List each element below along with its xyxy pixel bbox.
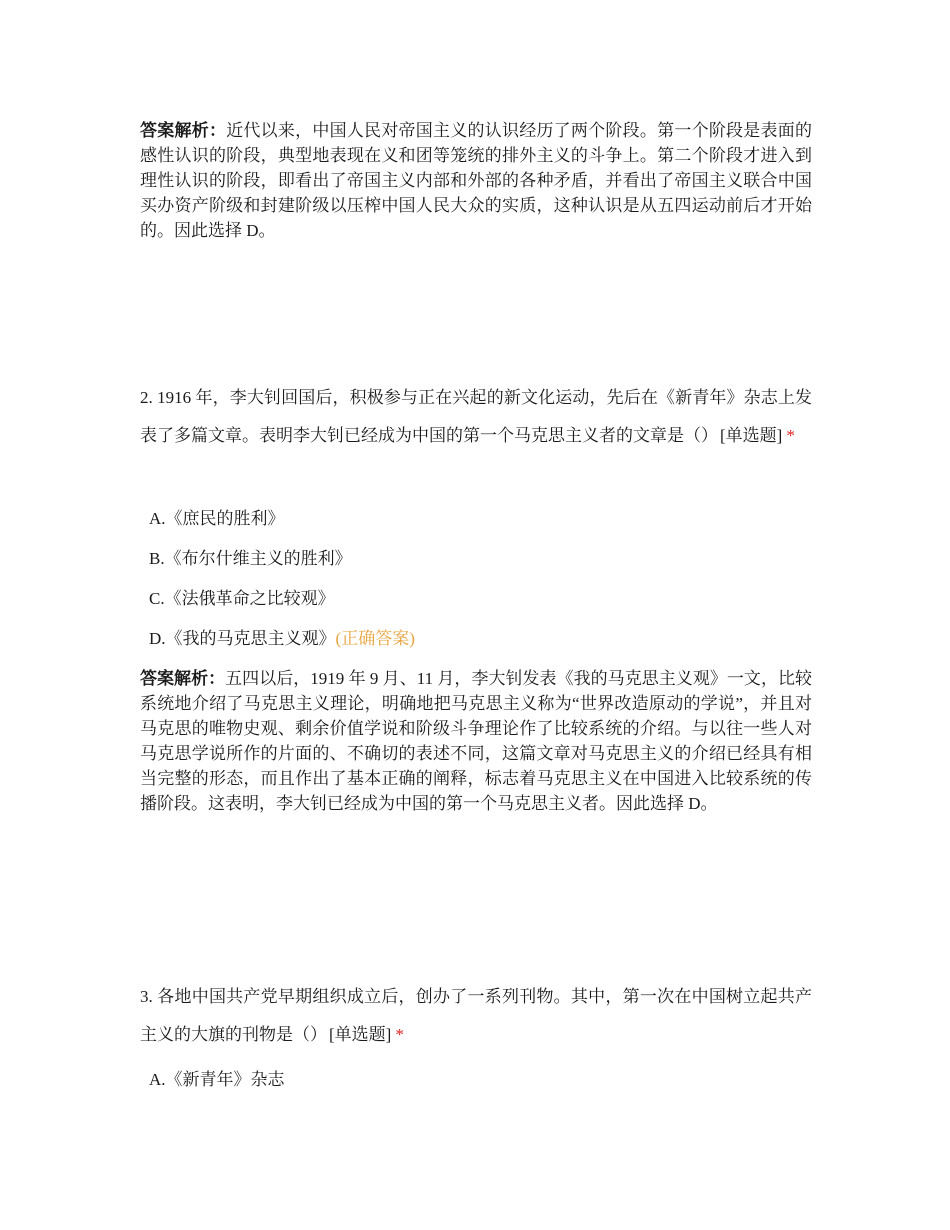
required-marker: * — [786, 426, 795, 445]
option-label: A.《新青年》杂志 — [149, 1070, 285, 1089]
option-b[interactable] — [140, 539, 812, 579]
question-2-stem — [140, 379, 812, 455]
option-label: D.《我的马克思主义观》 — [149, 629, 336, 648]
question-3-stem — [140, 978, 812, 1054]
question-type-badge: [单选题] — [329, 1025, 392, 1044]
answer-analysis-1 — [140, 118, 812, 243]
required-marker: * — [395, 1025, 404, 1044]
analysis-text: 近代以来，中国人民对帝国主义的认识经历了两个阶段。第一个阶段是表面的感性认识的阶段，典型地表现在义和团等笼统的排外主义的斗争上。第二个阶段才进入到理性认识的阶段，即看出了帝国主义内部和外部的各种矛盾，并看出了帝国主义联合中国买办资产阶级和封建阶级以压榨中国人民大众的实质，这种认识是从五四运动前后才开始的。因此选择 D。 — [140, 121, 813, 240]
option-a[interactable] — [140, 1060, 812, 1100]
option-label: C.《法俄革命之比较观》 — [149, 589, 335, 608]
analysis-label: 答案解析： — [140, 121, 227, 140]
question-text: 3. 各地中国共产党早期组织成立后，创办了一系列刊物。其中，第一次在中国树立起共产主义的大旗的刊物是（） — [140, 987, 812, 1044]
option-a[interactable] — [140, 499, 812, 539]
analysis-label: 答案解析： — [140, 669, 226, 688]
answer-analysis-2 — [140, 666, 812, 816]
analysis-text: 五四以后，1919 年 9 月、11 月，李大钊发表《我的马克思主义观》一文，比较系统地介绍了马克思主义理论，明确地把马克思主义称为“世界改造原动的学说”，并且对马克思的唯物史观、剩余价值学说和阶级斗争理论作了比较系统的介绍。与以往一些人对马克思学说所作的片面的、不确切的表述不同，这篇文章对马克思主义的介绍已经具有相当完整的形态，而且作出了基本正确的阐释，标志着马克思主义在中国进入比较系统的传播阶段。这表明，李大钊已经成为中国的第一个马克思主义者。因此选择 D。 — [140, 669, 813, 813]
question-type-badge: [单选题] — [720, 426, 783, 445]
option-d[interactable] — [140, 619, 812, 659]
option-c[interactable] — [140, 579, 812, 619]
option-label: B.《布尔什维主义的胜利》 — [149, 549, 352, 568]
question-3-options — [140, 1060, 812, 1100]
correct-answer-tag: (正确答案) — [335, 629, 415, 648]
question-2-options — [140, 499, 812, 659]
option-label: A.《庶民的胜利》 — [149, 509, 285, 528]
question-text: 2. 1916 年，李大钊回国后，积极参与正在兴起的新文化运动，先后在《新青年》杂志上发表了多篇文章。表明李大钊已经成为中国的第一个马克思主义者的文章是（） — [140, 388, 812, 445]
